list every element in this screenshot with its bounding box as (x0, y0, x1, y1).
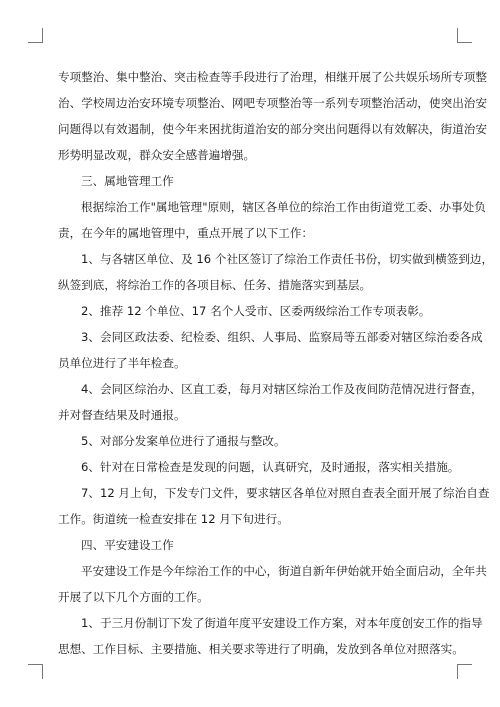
section-heading: 四、平安建设工作 (81, 538, 174, 552)
list-item: 1、与各辖区单位、及 16 个社区签订了综治工作责任书份，切实做到横签到边， (81, 252, 494, 266)
text-line: 纵签到底，将综治工作的各项目标、任务、措施落实到基层。 (58, 278, 372, 292)
text-line: 专项整治、集中整治、突击检查等手段进行了治理，相继开展了公共娱乐场所专项整 (58, 70, 487, 84)
list-item: 6、针对在日常检查是发现的问题，认真研究，及时通报，落实相关措施。 (81, 460, 460, 474)
list-item: 1、于三月份制订下发了街道年度平安建设工作方案，对本年度创安工作的指导 (81, 616, 483, 630)
crop-mark-top-left (28, 28, 43, 43)
text-line: 思想、工作目标、主要措施、相关要求等进行了明确，发放到各单位对照落实。 (58, 642, 464, 656)
text-line: 问题得以有效遏制，使今年来困扰街道治安的部分突出问题得以有效解决，街道治安 (58, 122, 487, 136)
text-line: 平安建设工作是今年综治工作的中心，街道自新年伊始就开始全面启动，全年共 (81, 564, 487, 578)
text-line: 根据综治工作"属地管理"原则，辖区各单位的综治工作由街道党工委、办事处负 (81, 200, 486, 214)
list-item: 4、会同区综治办、区直工委，每月对辖区综治工作及夜间防范情况进行督查， (81, 382, 483, 396)
section-heading: 三、属地管理工作 (81, 174, 174, 188)
crop-mark-bottom-left (28, 664, 43, 679)
text-line: 开展了以下几个方面的工作。 (58, 590, 209, 604)
list-item: 7、12 月上旬，下发专门文件，要求辖区各单位对照自查表全面开展了综治自查 (81, 486, 490, 500)
text-line: 员单位进行了半年检查。 (58, 356, 186, 370)
list-item: 2、推荐 12 个单位、17 名个人受市、区委两级综治工作专项表彰。 (81, 304, 431, 318)
text-line: 治、学校周边治安环境专项整治、网吧专项整治等一系列专项整治活动，使突出治安 (58, 96, 487, 110)
text-line: 并对督查结果及时通报。 (58, 408, 186, 422)
list-item: 5、对部分发案单位进行了通报与整改。 (81, 434, 286, 448)
list-item: 3、会同区政法委、纪检委、组织、人事局、监察局等五部委对辖区综治委各成 (81, 330, 483, 344)
crop-mark-top-right (457, 28, 472, 43)
document-body (58, 64, 494, 662)
text-line: 形势明显改观，群众安全感普遍增强。 (58, 148, 256, 162)
text-line: 工作。街道统一检查安排在 12 月下旬进行。 (58, 512, 289, 526)
text-line: 责，在今年的属地管理中，重点开展了以下工作： (58, 226, 314, 240)
crop-mark-bottom-right (457, 664, 472, 679)
